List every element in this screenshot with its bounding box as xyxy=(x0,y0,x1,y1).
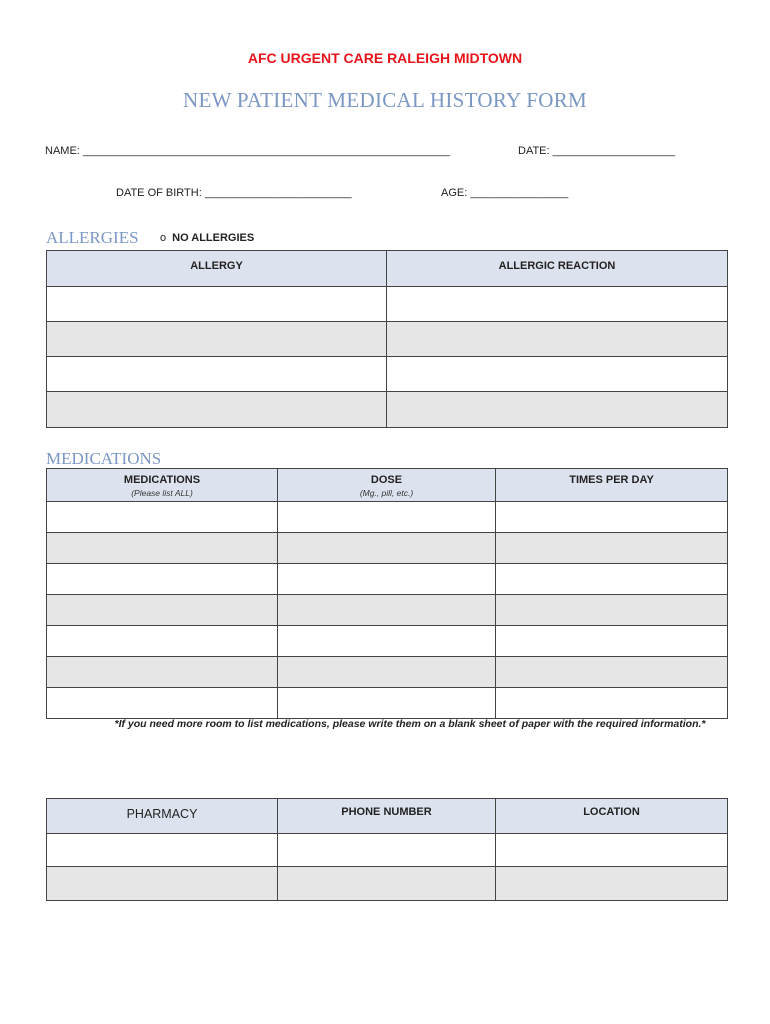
dose-column-label: DOSE xyxy=(370,474,403,486)
allergies-heading: ALLERGIES xyxy=(46,228,139,247)
table-row xyxy=(47,564,728,595)
times-per-day-cell[interactable] xyxy=(496,688,728,719)
no-allergies-circle[interactable]: o xyxy=(160,232,167,244)
medication-cell[interactable] xyxy=(47,595,278,626)
table-row xyxy=(47,867,728,901)
medication-cell[interactable] xyxy=(47,626,278,657)
table-row xyxy=(47,834,728,867)
phone-number-cell[interactable] xyxy=(278,867,496,901)
times-per-day-cell[interactable] xyxy=(496,595,728,626)
dose-cell[interactable] xyxy=(278,657,496,688)
medications-column-label: MEDICATIONS xyxy=(123,474,201,486)
times-per-day-cell[interactable] xyxy=(496,657,728,688)
allergic-reaction-cell[interactable] xyxy=(387,322,728,357)
dose-cell[interactable] xyxy=(278,626,496,657)
dose-cell[interactable] xyxy=(278,502,496,533)
medication-cell[interactable] xyxy=(47,657,278,688)
table-row xyxy=(47,688,728,719)
allergy-column-header: ALLERGY xyxy=(47,251,387,287)
form-title: NEW PATIENT MEDICAL HISTORY FORM xyxy=(183,88,587,112)
pharmacy-cell[interactable] xyxy=(47,867,278,901)
times-per-day-column-label: TIMES PER DAY xyxy=(569,474,654,486)
medications-table xyxy=(46,468,728,719)
table-row xyxy=(47,595,728,626)
table-row xyxy=(47,626,728,657)
pharmacy-cell[interactable] xyxy=(47,834,278,867)
date-of-birth-field[interactable]: DATE OF BIRTH: ________________________ xyxy=(116,187,352,199)
allergy-cell[interactable] xyxy=(47,392,387,428)
times-per-day-cell[interactable] xyxy=(496,533,728,564)
pharmacy-column-header: PHARMACY xyxy=(47,799,278,834)
table-row xyxy=(47,322,728,357)
allergy-cell[interactable] xyxy=(47,322,387,357)
dose-cell[interactable] xyxy=(278,688,496,719)
medication-cell[interactable] xyxy=(47,533,278,564)
phone-number-column-header: PHONE NUMBER xyxy=(278,799,496,834)
dose-cell[interactable] xyxy=(278,595,496,626)
dose-cell[interactable] xyxy=(278,533,496,564)
times-per-day-cell[interactable] xyxy=(496,502,728,533)
medications-heading: MEDICATIONS xyxy=(46,449,162,468)
dose-cell[interactable] xyxy=(278,564,496,595)
medication-cell[interactable] xyxy=(47,502,278,533)
pharmacy-header-row xyxy=(47,799,728,834)
table-row xyxy=(47,657,728,688)
date-field[interactable]: DATE: ____________________ xyxy=(518,145,675,157)
phone-number-cell[interactable] xyxy=(278,834,496,867)
location-cell[interactable] xyxy=(496,867,728,901)
location-cell[interactable] xyxy=(496,834,728,867)
age-field[interactable]: AGE: ________________ xyxy=(441,187,569,199)
clinic-name: AFC URGENT CARE RALEIGH MIDTOWN xyxy=(247,50,523,66)
allergy-cell[interactable] xyxy=(47,287,387,322)
medications-column-note: (Please list ALL) xyxy=(131,488,193,498)
pharmacy-table xyxy=(46,798,728,901)
allergic-reaction-cell[interactable] xyxy=(387,287,728,322)
medications-header-row xyxy=(47,469,728,502)
times-per-day-column-header xyxy=(496,469,728,502)
allergic-reaction-cell[interactable] xyxy=(387,392,728,428)
medication-cell[interactable] xyxy=(47,688,278,719)
location-column-header: LOCATION xyxy=(496,799,728,834)
table-row xyxy=(47,533,728,564)
table-row xyxy=(47,392,728,428)
medications-footnote: *If you need more room to list medications, please write them on a blank sheet of paper with the required information.* xyxy=(114,718,706,730)
medications-column-header xyxy=(47,469,278,502)
dose-column-note: (Mg., pill, etc.) xyxy=(359,488,414,498)
no-allergies-checkbox[interactable] xyxy=(160,232,254,244)
times-per-day-cell[interactable] xyxy=(496,564,728,595)
table-row xyxy=(47,357,728,392)
allergies-table xyxy=(46,250,728,428)
times-per-day-cell[interactable] xyxy=(496,626,728,657)
allergies-header-row xyxy=(47,251,728,287)
name-field[interactable]: NAME: ____________________________________________________________ xyxy=(45,145,450,157)
allergic-reaction-column-header: ALLERGIC REACTION xyxy=(387,251,728,287)
no-allergies-label: NO ALLERGIES xyxy=(172,232,255,244)
allergic-reaction-cell[interactable] xyxy=(387,357,728,392)
dose-column-header xyxy=(278,469,496,502)
allergy-cell[interactable] xyxy=(47,357,387,392)
table-row xyxy=(47,502,728,533)
medication-cell[interactable] xyxy=(47,564,278,595)
table-row xyxy=(47,287,728,322)
